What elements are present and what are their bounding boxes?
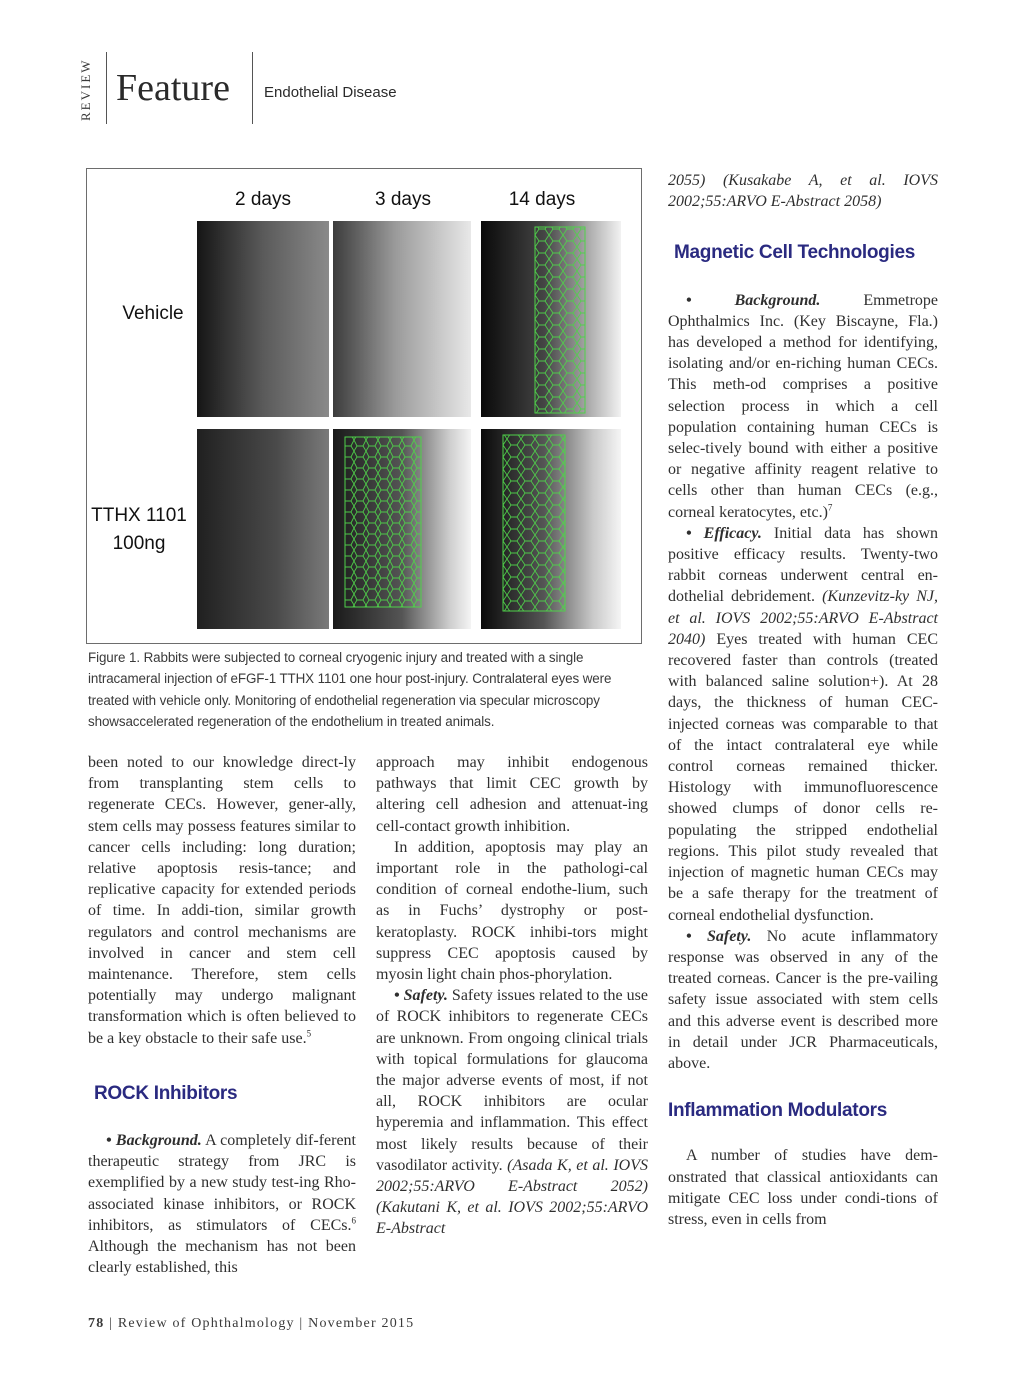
- footer-separator: |: [294, 1316, 309, 1331]
- page-number: 78: [88, 1316, 105, 1331]
- micrograph-vehicle-2-days: [197, 221, 329, 417]
- figure-image: [87, 169, 641, 643]
- paragraph: been noted to our knowledge direct-ly from transplanting stem cells to regenerate CECs. However, gener-ally, stem cells may possess features similar to cancer cells including: long duration; relative apoptosis resis-tance; and replicative capacity for extended periods of time. In addi-tion, similar growth regulators and control mechanisms are involved in cancer and stem cell maintenance. Therefore, stem cells potentially may undergo malignant transformation which is often believed to be a key obstacle to their safe use.$^5$: [88, 754, 356, 1047]
- cell-overlay-tthx-3: [345, 437, 421, 607]
- paragraph: In addition, apoptosis may play an important role in the pathologi-cal condition of corneal endothe-lium, such as in Fuchs’ dystrophy or post-keratoplasty. ROCK inhibi-tors might suppress CEC apoptosis caused by myosin light chain phos-phorylation.: [376, 838, 648, 984]
- col-label-14-days: 14 days: [508, 189, 576, 210]
- header-divider: [106, 52, 107, 124]
- paragraph: A number of studies have dem-onstrated that classical antioxidants can mitigate CEC loss under condi-tions of stress, even in cells from: [668, 1147, 938, 1228]
- col-label-3-days: 3 days: [375, 189, 431, 210]
- issue-date: November 2015: [308, 1316, 415, 1331]
- figure-caption: Figure 1. Rabbits were subjected to corneal cryogenic injury and treated with a single intracameral injection of eFGF-1 TTHX 1101 one hour post-injury. Contralateral eyes were treated with vehicle only. Monitoring of endothelial regeneration via specular microscopy showsaccelerated regeneration of the endothelium in treated animals.: [88, 650, 612, 730]
- paragraph: approach may inhibit endogenous pathways that limit CEC growth by altering cell adhesion and attenuat-ing cell-contact growth inhibition.: [376, 754, 648, 835]
- paragraph: • Safety. No acute inflammatory response was observed in any of the treated corneas. Cancer is the pre-vailing safety issue associated with stem cells and this adverse event is described more in detail under JCR Pharmaceuticals, above.: [668, 927, 938, 1072]
- column-middle: [376, 752, 648, 1240]
- cell-overlay-tthx-14: [503, 435, 565, 611]
- column-right: [668, 170, 938, 1230]
- col-label-2-days: 2 days: [235, 189, 291, 210]
- heading-magnetic-cell-technologies: Magnetic Cell Technologies: [674, 242, 916, 264]
- row-label-tthx: TTHX 1101: [91, 505, 187, 526]
- paragraph: • Efficacy. Initial data has shown positive efficacy results. Twenty-two rabbit corneas underwent central en-dothelial debridement. (Kunzevitz-ky NJ, et al. IOVS 2002;55:ARVO E-Abstract 2040) Eyes treated with human CEC recovered faster than controls (treated with balanced saline solution+). At 28 days, the thickness of human CEC-injected corneas was comparable to that of the intact contralateral eye while control corneas remained thicker. Histology with immunofluorescence showed clumps of donor cells re-populating the stripped endothelial regions. This pilot study revealed that injection of magnetic human CECs may be a safe therapy for the treatment of corneal endothelial dysfunction.: [668, 524, 938, 924]
- heading-rock-inhibitors: ROCK Inhibitors: [94, 1082, 238, 1104]
- column-left: [88, 752, 356, 1278]
- paragraph: 2055) (Kusakabe A, et al. IOVS 2002;55:ARVO E-Abstract 2058): [668, 172, 938, 211]
- row-label-vehicle: Vehicle: [122, 303, 184, 324]
- page-footer: [88, 1316, 414, 1332]
- micrograph-vehicle-3-days: [333, 221, 471, 417]
- section-title: Endothelial Disease: [264, 84, 397, 101]
- row-label-dose: 100ng: [112, 533, 166, 554]
- feature-title: Feature: [116, 67, 230, 109]
- heading-inflammation-modulators: Inflammation Modulators: [668, 1100, 887, 1122]
- figure-1: [86, 168, 642, 644]
- review-label: REVIEW: [78, 58, 93, 122]
- header-divider: [252, 52, 253, 124]
- footer-separator: |: [109, 1316, 118, 1331]
- paragraph: • Safety. Safety issues related to the use of ROCK inhibitors to regenerate CECs are unknown. From ongoing clinical trials with topical formulations for glaucoma the major adverse events of most, if not all, ROCK inhibitors are ocular hyperemia and inflammation. This effect most likely results because of their vasodilator activity. (Asada K, et al. IOVS 2002;55:ARVO E-Abstract 2052) (Kakutani K, et al. IOVS 2002;55:ARVO E-Abstract: [376, 987, 648, 1238]
- micrograph-tthx-2-days: [197, 429, 329, 629]
- paragraph: • Background. A completely dif-ferent therapeutic strategy from JRC is exemplified by a new study test-ing Rho-associated kinase inhibitors, or ROCK inhibitors, as stimulators of CECs.$^6$ Although the mechanism has not been clearly established, this: [88, 1132, 356, 1277]
- cell-overlay-vehicle-14: [535, 227, 585, 413]
- journal-name: Review of Ophthalmology: [117, 1316, 295, 1331]
- paragraph: • Background. Emmetrope Ophthalmics Inc. (Key Biscayne, Fla.) has developed a method for identifying, isolating and/or en-riching human CECs. This meth-od comprises a positive selection process in which a cell population containing human CECs is selec-tively bound with either a positive or negative affinity reagent relative to cells other than human CECs (e.g., corneal keratocytes, etc.)$^7$: [668, 291, 938, 521]
